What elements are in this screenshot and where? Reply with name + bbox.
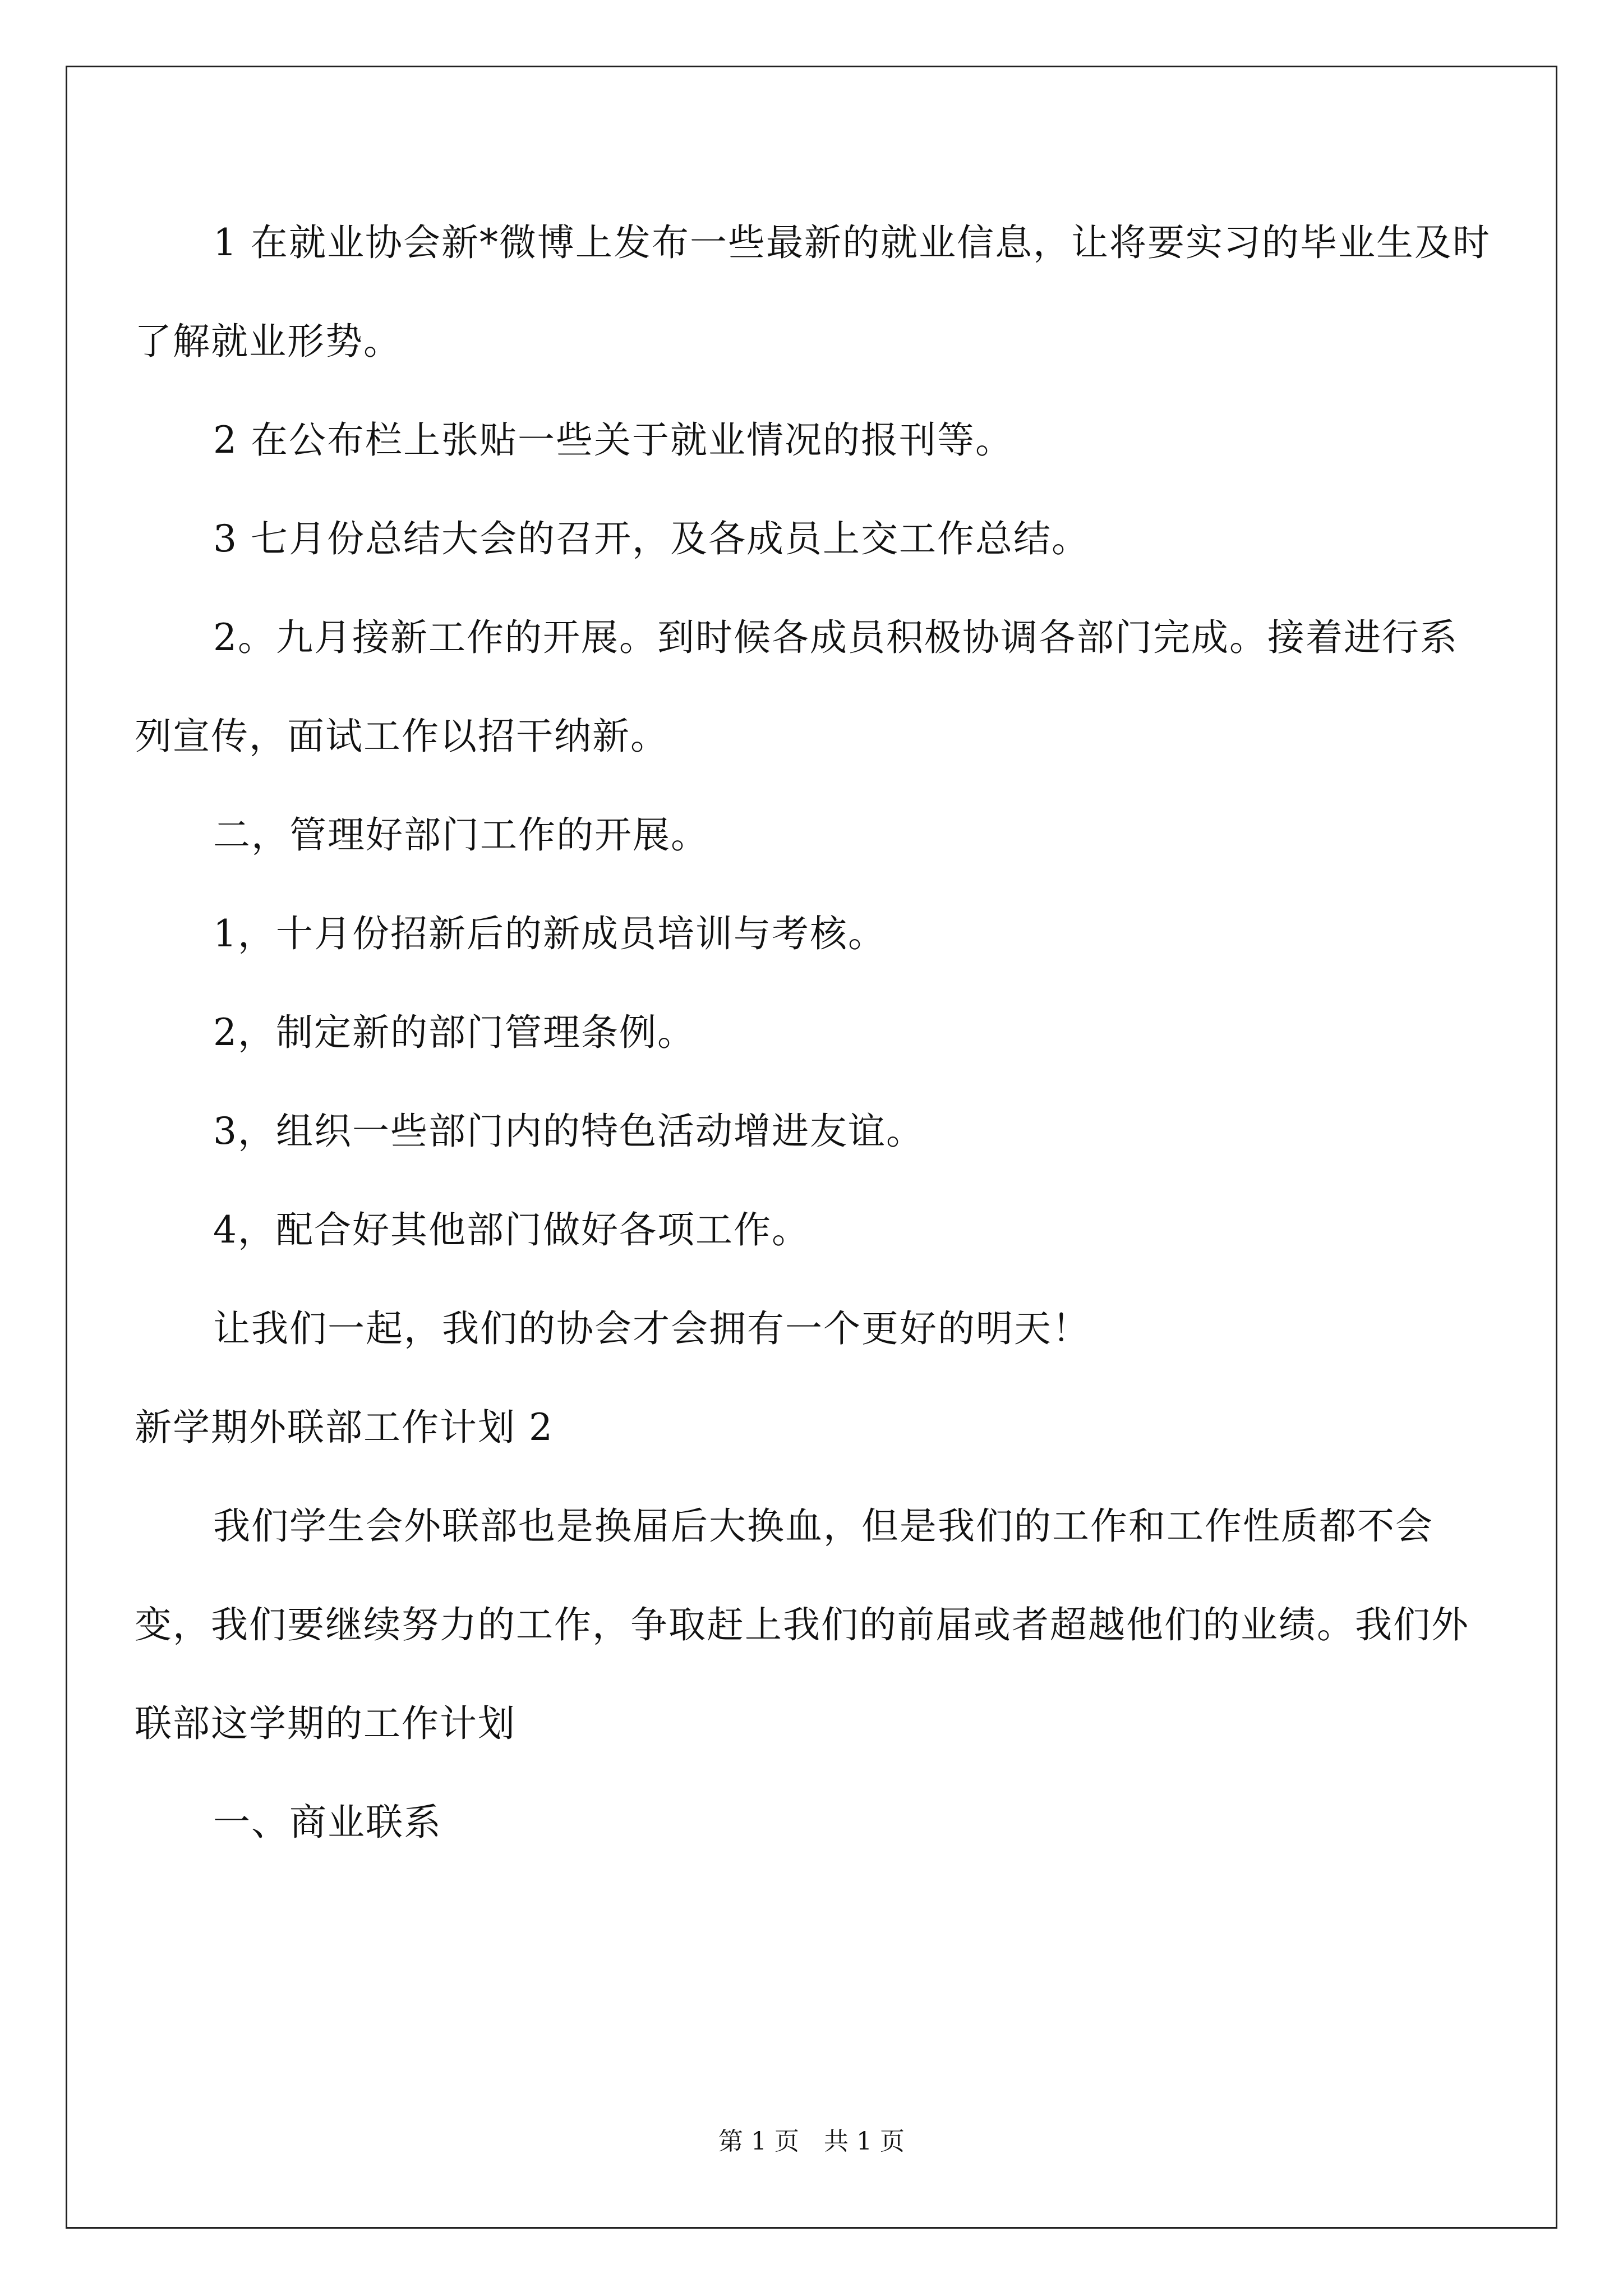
paragraph-6: 1，十月份招新后的新成员培训与考核。 <box>213 912 886 955</box>
paragraph-9: 4，配合好其他部门做好各项工作。 <box>213 1208 810 1251</box>
document-body <box>135 194 1492 1872</box>
paragraph-3: 3 七月份总结大会的召开，及各成员上交工作总结。 <box>213 517 1090 560</box>
paragraph-2: 2 在公布栏上张贴一些关于就业情况的报刊等。 <box>213 418 1013 462</box>
page-number-footer: 第 1 页 共 1 页 <box>718 2127 905 2156</box>
paragraph-7: 2，制定新的部门管理条例。 <box>213 1011 695 1054</box>
section-heading: 新学期外联部工作计划 2 <box>135 1406 554 1449</box>
paragraph-1: 1 在就业协会新*微博上发布一些最新的就业信息，让将要实习的毕业生及时了解就业形势。 <box>135 221 1491 363</box>
paragraph-4: 2。九月接新工作的开展。到时候各成员积极协调各部门完成。接着进行系列宣传，面试工作以招干纳新。 <box>135 616 1458 758</box>
paragraph-12: 我们学生会外联部也是换届后大换血，但是我们的工作和工作性质都不会变，我们要继续努力的工作，争取赶上我们的前届或者超越他们的业绩。我们外联部这学期的工作计划 <box>135 1504 1469 1745</box>
paragraph-8: 3，组织一些部门内的特色活动增进友谊。 <box>213 1110 924 1153</box>
paragraph-10: 让我们一起，我们的协会才会拥有一个更好的明天！ <box>213 1307 1090 1350</box>
paragraph-13: 一、商业联系 <box>213 1801 442 1844</box>
paragraph-5: 二，管理好部门工作的开展。 <box>213 813 709 857</box>
